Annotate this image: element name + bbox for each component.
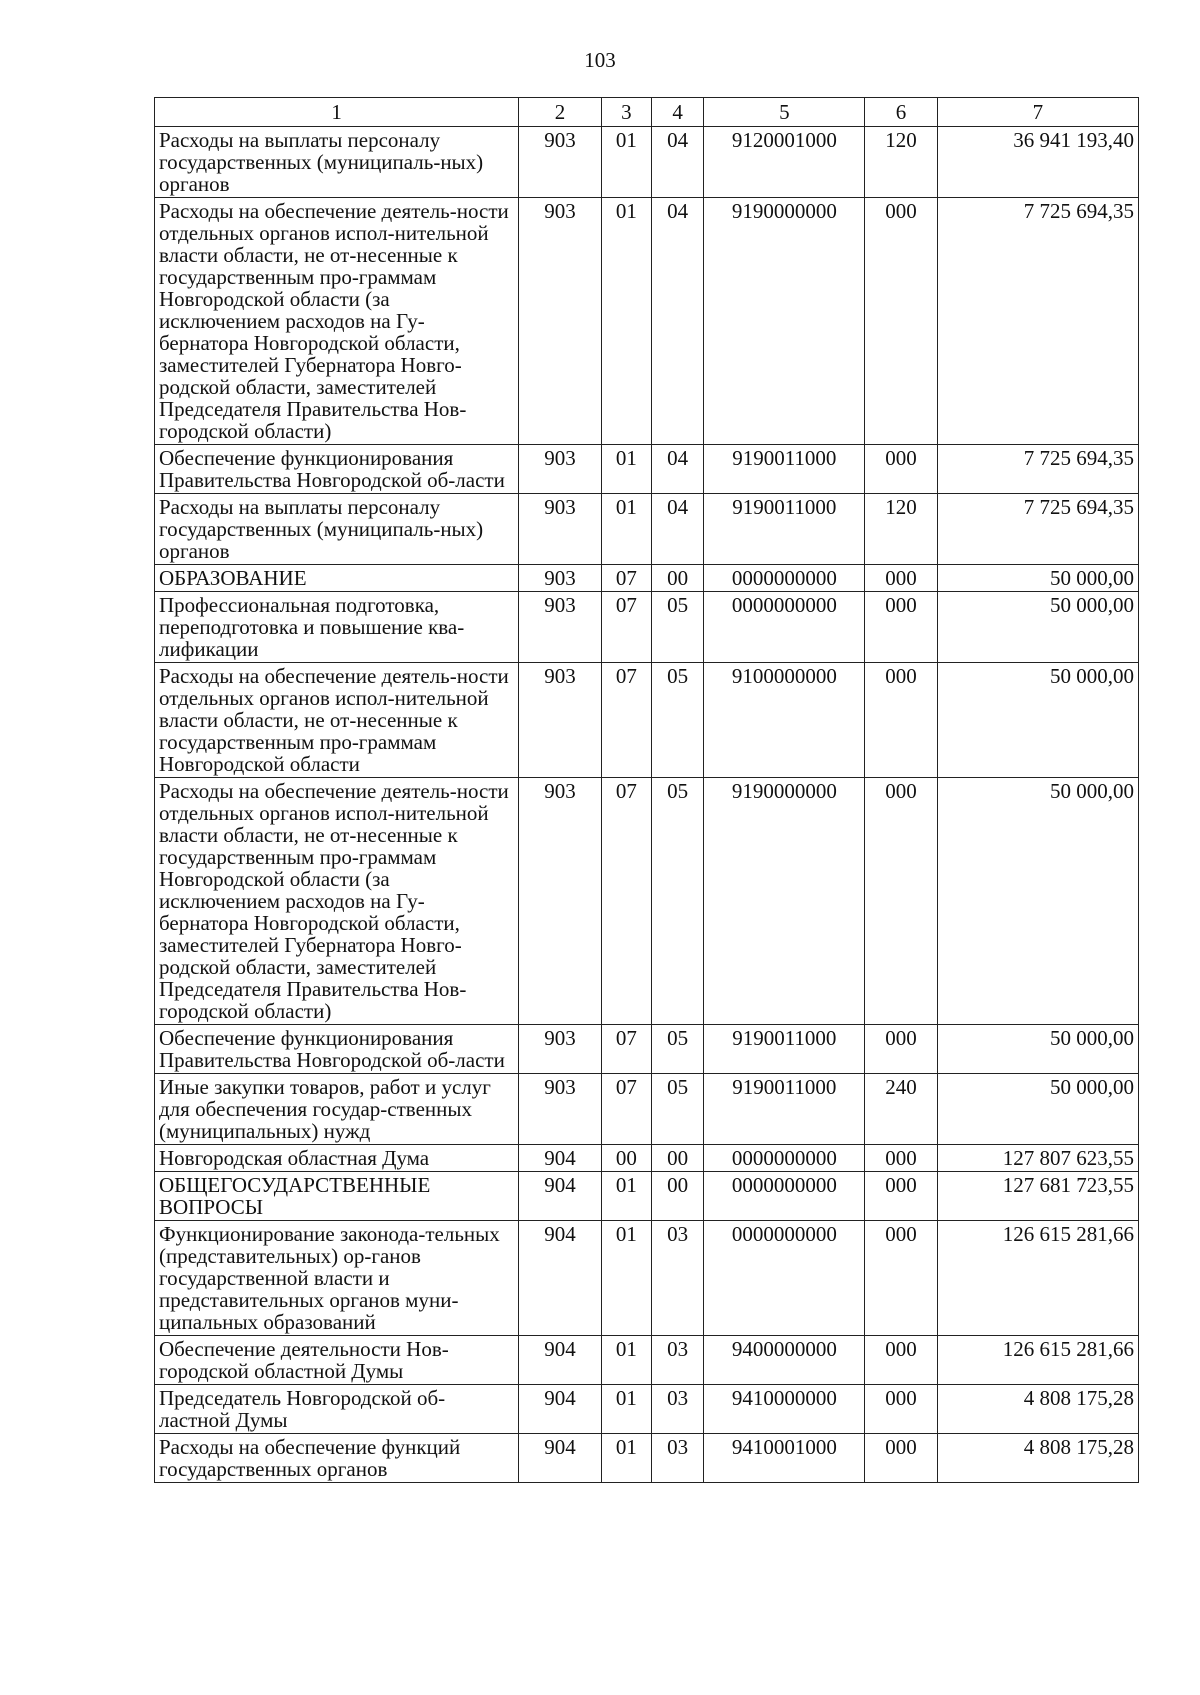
- row-amount: 36 941 193,40: [937, 127, 1138, 198]
- row-subsection-code: 04: [652, 445, 704, 494]
- row-target-article-code: 9190011000: [704, 445, 865, 494]
- table-row: [155, 1221, 1139, 1336]
- row-section-code: 07: [601, 592, 651, 663]
- row-expense-type-code: 120: [865, 127, 937, 198]
- row-section-code: 01: [601, 198, 651, 445]
- table-row: [155, 198, 1139, 445]
- row-expense-type-code: 000: [865, 1145, 937, 1172]
- table-row: [155, 445, 1139, 494]
- row-amount: 50 000,00: [937, 663, 1138, 778]
- row-subsection-code: 04: [652, 198, 704, 445]
- row-amount: 50 000,00: [937, 565, 1138, 592]
- row-expense-type-code: 120: [865, 494, 937, 565]
- row-expense-type-code: 240: [865, 1074, 937, 1145]
- table-row: [155, 1172, 1139, 1221]
- row-subsection-code: 05: [652, 1025, 704, 1074]
- row-department-code: 904: [519, 1145, 602, 1172]
- table-row: [155, 127, 1139, 198]
- row-target-article-code: 0000000000: [704, 1145, 865, 1172]
- row-amount: 127 807 623,55: [937, 1145, 1138, 1172]
- row-department-code: 903: [519, 663, 602, 778]
- row-target-article-code: 0000000000: [704, 1172, 865, 1221]
- table-row: [155, 663, 1139, 778]
- row-expense-type-code: 000: [865, 663, 937, 778]
- row-expense-type-code: 000: [865, 445, 937, 494]
- row-section-code: 07: [601, 1025, 651, 1074]
- row-subsection-code: 00: [652, 1172, 704, 1221]
- row-target-article-code: 9400000000: [704, 1336, 865, 1385]
- row-target-article-code: 9190011000: [704, 1074, 865, 1145]
- row-name-cell: Обеспечение функционирования Правительства Новгородской об-ласти: [155, 1025, 519, 1074]
- row-subsection-code: 03: [652, 1385, 704, 1434]
- row-subsection-code: 04: [652, 494, 704, 565]
- row-section-code: 07: [601, 565, 651, 592]
- row-name-cell: Расходы на обеспечение функций государственных органов: [155, 1434, 519, 1483]
- row-expense-type-code: 000: [865, 1336, 937, 1385]
- table-row: [155, 1074, 1139, 1145]
- row-department-code: 903: [519, 198, 602, 445]
- row-section-code: 07: [601, 1074, 651, 1145]
- row-name-cell: Расходы на обеспечение деятель-ности отдельных органов испол-нительной власти области, не от-несенные к государственным про-граммам Новгородской области: [155, 663, 519, 778]
- row-section-code: 01: [601, 1434, 651, 1483]
- row-section-code: 00: [601, 1145, 651, 1172]
- row-target-article-code: 9190011000: [704, 494, 865, 565]
- row-name-cell: Председатель Новгородской об-ластной Думы: [155, 1385, 519, 1434]
- row-department-code: 903: [519, 127, 602, 198]
- header-cell-2: 2: [519, 98, 602, 127]
- row-subsection-code: 05: [652, 1074, 704, 1145]
- row-expense-type-code: 000: [865, 1434, 937, 1483]
- row-subsection-code: 00: [652, 1145, 704, 1172]
- row-target-article-code: 9120001000: [704, 127, 865, 198]
- page-number: 103: [584, 48, 616, 72]
- row-section-code: 01: [601, 1221, 651, 1336]
- row-name-cell: Обеспечение функционирования Правительства Новгородской об-ласти: [155, 445, 519, 494]
- budget-table: [154, 97, 1139, 1483]
- row-amount: 126 615 281,66: [937, 1221, 1138, 1336]
- row-department-code: 904: [519, 1434, 602, 1483]
- row-amount: 4 808 175,28: [937, 1385, 1138, 1434]
- table-row: [155, 1434, 1139, 1483]
- row-amount: 50 000,00: [937, 778, 1138, 1025]
- row-subsection-code: 03: [652, 1434, 704, 1483]
- row-name-cell: Обеспечение деятельности Нов-городской областной Думы: [155, 1336, 519, 1385]
- row-department-code: 903: [519, 592, 602, 663]
- row-section-code: 01: [601, 127, 651, 198]
- table-row: [155, 1145, 1139, 1172]
- row-name-cell: Иные закупки товаров, работ и услуг для обеспечения государ-ственных (муниципальных) нужд: [155, 1074, 519, 1145]
- row-name-cell: Расходы на обеспечение деятель-ности отдельных органов испол-нительной власти области, не от-несенные к государственным про-граммам Новгородской области (за исключением расходов на Гу-бернатора Новгородской области, заместителей Губернатора Новго-родской области, заместителей Председателя Правительства Нов-городской области): [155, 778, 519, 1025]
- row-target-article-code: 0000000000: [704, 1221, 865, 1336]
- row-section-code: 07: [601, 663, 651, 778]
- row-name-cell: Расходы на обеспечение деятель-ности отдельных органов испол-нительной власти области, не от-несенные к государственным про-граммам Новгородской области (за исключением расходов на Гу-бернатора Новгородской области, заместителей Губернатора Новго-родской области, заместителей Председателя Правительства Нов-городской области): [155, 198, 519, 445]
- row-expense-type-code: 000: [865, 1172, 937, 1221]
- header-cell-7: 7: [937, 98, 1138, 127]
- header-cell-5: 5: [704, 98, 865, 127]
- header-cell-6: 6: [865, 98, 937, 127]
- row-expense-type-code: 000: [865, 198, 937, 445]
- row-target-article-code: 9190000000: [704, 198, 865, 445]
- header-cell-4: 4: [652, 98, 704, 127]
- row-target-article-code: 9410001000: [704, 1434, 865, 1483]
- row-department-code: 903: [519, 445, 602, 494]
- row-subsection-code: 03: [652, 1221, 704, 1336]
- row-section-code: 01: [601, 1385, 651, 1434]
- row-department-code: 903: [519, 778, 602, 1025]
- row-expense-type-code: 000: [865, 1025, 937, 1074]
- row-section-code: 01: [601, 494, 651, 565]
- row-department-code: 904: [519, 1172, 602, 1221]
- header-row: [155, 98, 1139, 127]
- row-subsection-code: 00: [652, 565, 704, 592]
- row-target-article-code: 0000000000: [704, 592, 865, 663]
- row-section-code: 01: [601, 445, 651, 494]
- row-section-code: 01: [601, 1172, 651, 1221]
- row-subsection-code: 05: [652, 592, 704, 663]
- row-amount: 50 000,00: [937, 1025, 1138, 1074]
- row-name-cell: ОБЩЕГОСУДАРСТВЕННЫЕ ВОПРОСЫ: [155, 1172, 519, 1221]
- row-section-code: 07: [601, 778, 651, 1025]
- table-row: [155, 565, 1139, 592]
- row-amount: 50 000,00: [937, 592, 1138, 663]
- row-section-code: 01: [601, 1336, 651, 1385]
- table-row: [155, 494, 1139, 565]
- table-row: [155, 778, 1139, 1025]
- table-row: [155, 1336, 1139, 1385]
- row-expense-type-code: 000: [865, 1221, 937, 1336]
- row-amount: 7 725 694,35: [937, 445, 1138, 494]
- row-department-code: 904: [519, 1336, 602, 1385]
- row-amount: 4 808 175,28: [937, 1434, 1138, 1483]
- table-row: [155, 1025, 1139, 1074]
- row-department-code: 903: [519, 494, 602, 565]
- row-department-code: 903: [519, 565, 602, 592]
- row-expense-type-code: 000: [865, 778, 937, 1025]
- row-target-article-code: 9190000000: [704, 778, 865, 1025]
- row-amount: 126 615 281,66: [937, 1336, 1138, 1385]
- row-department-code: 903: [519, 1025, 602, 1074]
- row-expense-type-code: 000: [865, 592, 937, 663]
- row-name-cell: Профессиональная подготовка, переподготовка и повышение ква-лификации: [155, 592, 519, 663]
- row-target-article-code: 9100000000: [704, 663, 865, 778]
- row-expense-type-code: 000: [865, 565, 937, 592]
- row-amount: 50 000,00: [937, 1074, 1138, 1145]
- row-name-cell: ОБРАЗОВАНИЕ: [155, 565, 519, 592]
- header-cell-3: 3: [601, 98, 651, 127]
- row-name-cell: Новгородская областная Дума: [155, 1145, 519, 1172]
- row-name-cell: Расходы на выплаты персоналу государственных (муниципаль-ных) органов: [155, 494, 519, 565]
- row-target-article-code: 9410000000: [704, 1385, 865, 1434]
- row-subsection-code: 04: [652, 127, 704, 198]
- row-subsection-code: 05: [652, 778, 704, 1025]
- row-amount: 7 725 694,35: [937, 494, 1138, 565]
- header-cell-1: 1: [155, 98, 519, 127]
- row-amount: 127 681 723,55: [937, 1172, 1138, 1221]
- table-row: [155, 592, 1139, 663]
- row-department-code: 904: [519, 1385, 602, 1434]
- row-name-cell: Расходы на выплаты персоналу государственных (муниципаль-ных) органов: [155, 127, 519, 198]
- row-name-cell: Функционирование законода-тельных (представительных) ор-ганов государственной власти и представительных органов муни-ципальных образований: [155, 1221, 519, 1336]
- row-expense-type-code: 000: [865, 1385, 937, 1434]
- row-subsection-code: 05: [652, 663, 704, 778]
- table-row: [155, 1385, 1139, 1434]
- row-amount: 7 725 694,35: [937, 198, 1138, 445]
- row-target-article-code: 9190011000: [704, 1025, 865, 1074]
- row-target-article-code: 0000000000: [704, 565, 865, 592]
- row-subsection-code: 03: [652, 1336, 704, 1385]
- row-department-code: 903: [519, 1074, 602, 1145]
- row-department-code: 904: [519, 1221, 602, 1336]
